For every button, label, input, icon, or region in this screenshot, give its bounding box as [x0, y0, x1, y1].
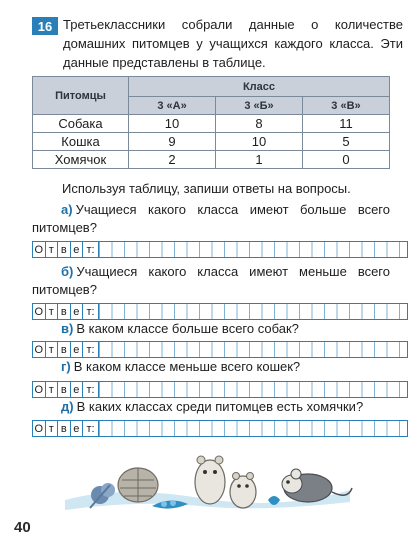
- answer-label-char: в: [58, 242, 71, 257]
- header-class-b: 3 «Б»: [216, 97, 303, 115]
- question-text: Учащиеся какого класса имеют меньше всего питомцев?: [32, 264, 390, 297]
- answer-label-char: т: [46, 421, 59, 436]
- table-cell: 10: [216, 133, 303, 151]
- answer-label-char: О: [33, 342, 46, 357]
- answer-field-v[interactable]: [32, 341, 408, 358]
- question-letter: г): [61, 359, 71, 374]
- answer-label-char: т:: [83, 382, 99, 397]
- table-cell: 2: [129, 151, 216, 169]
- task-text: Третьеклассники собрали данные о количестве домашних питомцев у учащихся каждого класса. Эти данные представлены в таблице.: [63, 17, 403, 70]
- question-text: Учащиеся какого класса имеют больше всего питомцев?: [32, 202, 390, 235]
- instruction: Используя таблицу, запиши ответы на вопросы.: [62, 181, 351, 196]
- row-label: Собака: [33, 115, 129, 133]
- header-class-a: 3 «А»: [129, 97, 216, 115]
- answer-cells[interactable]: [99, 304, 407, 319]
- hamster-icon: [195, 456, 225, 504]
- answer-label: [33, 421, 99, 436]
- table-row: [33, 115, 390, 133]
- table-cell: 11: [302, 115, 389, 133]
- answer-label-char: в: [58, 382, 71, 397]
- answer-cells[interactable]: [99, 342, 407, 357]
- answer-label-char: т:: [83, 304, 99, 319]
- pinecone-icon: [118, 468, 158, 502]
- answer-cells[interactable]: [99, 382, 407, 397]
- answer-label: [33, 304, 99, 319]
- table-cell: 1: [216, 151, 303, 169]
- answer-cells[interactable]: [99, 242, 407, 257]
- answer-label-char: т: [46, 304, 59, 319]
- answer-label-char: т:: [83, 242, 99, 257]
- answer-label: [33, 342, 99, 357]
- pets-illustration: [60, 440, 360, 540]
- answer-field-d[interactable]: [32, 420, 408, 437]
- answer-label-char: т: [46, 342, 59, 357]
- table-cell: 10: [129, 115, 216, 133]
- answer-label-char: е: [71, 242, 84, 257]
- question-letter: в): [61, 321, 74, 336]
- answer-label-char: е: [71, 421, 84, 436]
- question-letter: а): [61, 202, 73, 217]
- answer-field-a[interactable]: [32, 241, 408, 258]
- question-text: В каких классах среди питомцев есть хомячки?: [76, 399, 364, 414]
- question-letter: д): [61, 399, 74, 414]
- question-text: В каком классе меньше всего кошек?: [73, 359, 301, 374]
- answer-label-char: О: [33, 242, 46, 257]
- answer-label: [33, 242, 99, 257]
- answer-label-char: е: [71, 304, 84, 319]
- table-row: [33, 133, 390, 151]
- question-letter: б): [61, 264, 74, 279]
- table-cell: 8: [216, 115, 303, 133]
- answer-label-char: т: [46, 382, 59, 397]
- answer-label-char: в: [58, 421, 71, 436]
- table-row: [33, 151, 390, 169]
- task-number: 16: [32, 17, 58, 35]
- question-b: [32, 263, 390, 299]
- table-cell: 5: [302, 133, 389, 151]
- table-cell: 0: [302, 151, 389, 169]
- question-a: [32, 201, 390, 237]
- answer-label-char: в: [58, 304, 71, 319]
- answer-label-char: О: [33, 304, 46, 319]
- answer-field-b[interactable]: [32, 303, 408, 320]
- header-pets: Питомцы: [33, 77, 129, 115]
- question-g: [32, 358, 390, 376]
- question-d: [32, 398, 390, 416]
- answer-label-char: е: [71, 342, 84, 357]
- answer-label: [33, 382, 99, 397]
- question-v: [32, 320, 390, 338]
- answer-field-g[interactable]: [32, 381, 408, 398]
- question-text: В каком классе больше всего собак?: [76, 321, 299, 336]
- answer-label-char: т:: [83, 342, 99, 357]
- answer-cells[interactable]: [99, 421, 407, 436]
- header-class: Класс: [129, 77, 390, 97]
- row-label: Хомячок: [33, 151, 129, 169]
- hamster-icon: [230, 473, 256, 509]
- answer-label-char: О: [33, 382, 46, 397]
- pets-table: [32, 76, 390, 169]
- row-label: Кошка: [33, 133, 129, 151]
- page-number: 40: [14, 519, 31, 536]
- header-class-v: 3 «В»: [302, 97, 389, 115]
- answer-label-char: в: [58, 342, 71, 357]
- answer-label-char: т:: [83, 421, 99, 436]
- answer-label-char: О: [33, 421, 46, 436]
- table-cell: 9: [129, 133, 216, 151]
- answer-label-char: т: [46, 242, 59, 257]
- answer-label-char: е: [71, 382, 84, 397]
